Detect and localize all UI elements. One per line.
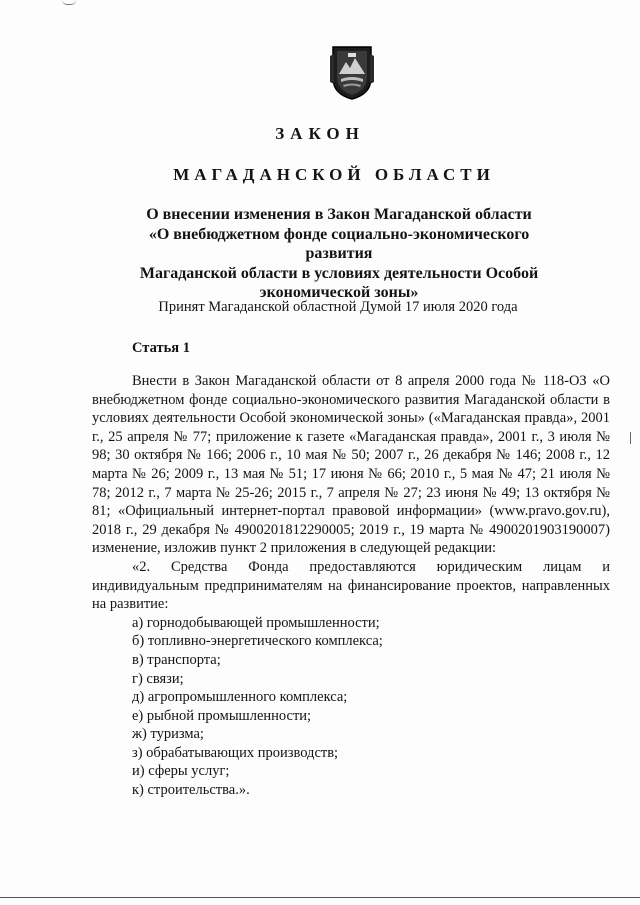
law-subject [90, 205, 560, 303]
list-item: и) сферы услуг; [132, 763, 230, 780]
page-bottom-rule [0, 897, 640, 898]
scan-artifact [62, 0, 76, 5]
adoption-line: Принят Магаданской областной Думой 17 июля 2020 года [158, 299, 518, 315]
subject-line: «О внебюджетном фонде социально-экономического развития [148, 225, 530, 262]
article-paragraph: Внести в Закон Магаданской области от 8 апреля 2000 года № 118-ОЗ «О внебюджетном фонде социально-экономического развития Магаданской области в условиях деятельности Особой экономической зоны» («Магаданская правда», 2001 г., 25 апреля № 77; приложение к газете «Магаданская правда», 2001 г., 3 июля № 98; 30 октября № 166; 2006 г., 10 мая № 50; 2007 г., 26 декабря № 146; 2008 г., 12 марта № 26; 2009 г., 13 мая № 51; 17 июня № 66; 2010 г., 5 мая № 47; 21 июля № 78; 2012 г., 7 марта № 25-26; 2015 г., 7 апреля № 27; 23 июня № 49; 13 октября № 81; «Официальный интернет-портал правовой информации» (www.pravo.gov.ru), 2018 г., 29 декабря № 4900201812290005; 2019 г., 19 марта № 4900201903190007) изменение, изложив пункт 2 приложения в следующей редакции: [92, 373, 610, 557]
region-title: МАГАДАНСКОЙ ОБЛАСТИ [173, 165, 495, 184]
list-item: к) строительства.». [132, 782, 250, 799]
magadan-coat-of-arms-icon [329, 44, 375, 100]
quote-intro: «2. Средства Фонда предоставляются юридическим лицам и индивидуальным предпринимателям на финансирование проектов, направленных на развитие: [92, 558, 610, 613]
list-item: е) рыбной промышленности; [132, 707, 312, 724]
list-item: ж) туризма; [132, 726, 204, 743]
article-heading: Статья 1 [132, 340, 190, 356]
list-item: д) агропромышленного комплекса; [132, 689, 348, 706]
subject-line: О внесении изменения в Закон Магаданской области [146, 206, 532, 223]
subject-line: Магаданской области в условиях деятельности Особой [139, 264, 539, 282]
list-item: а) горнодобывающей промышленности; [132, 614, 380, 631]
scan-artifact [630, 432, 631, 444]
law-title: ЗАКОН [275, 124, 365, 143]
list-item: в) транспорта; [132, 651, 221, 668]
article-body [92, 372, 610, 800]
subject-line: экономической зоны» [259, 284, 419, 301]
development-areas-list [92, 614, 610, 800]
list-item: з) обрабатывающих производств; [132, 744, 339, 761]
list-item: б) топливно-энергетического комплекса; [132, 633, 383, 650]
list-item: г) связи; [132, 670, 184, 687]
